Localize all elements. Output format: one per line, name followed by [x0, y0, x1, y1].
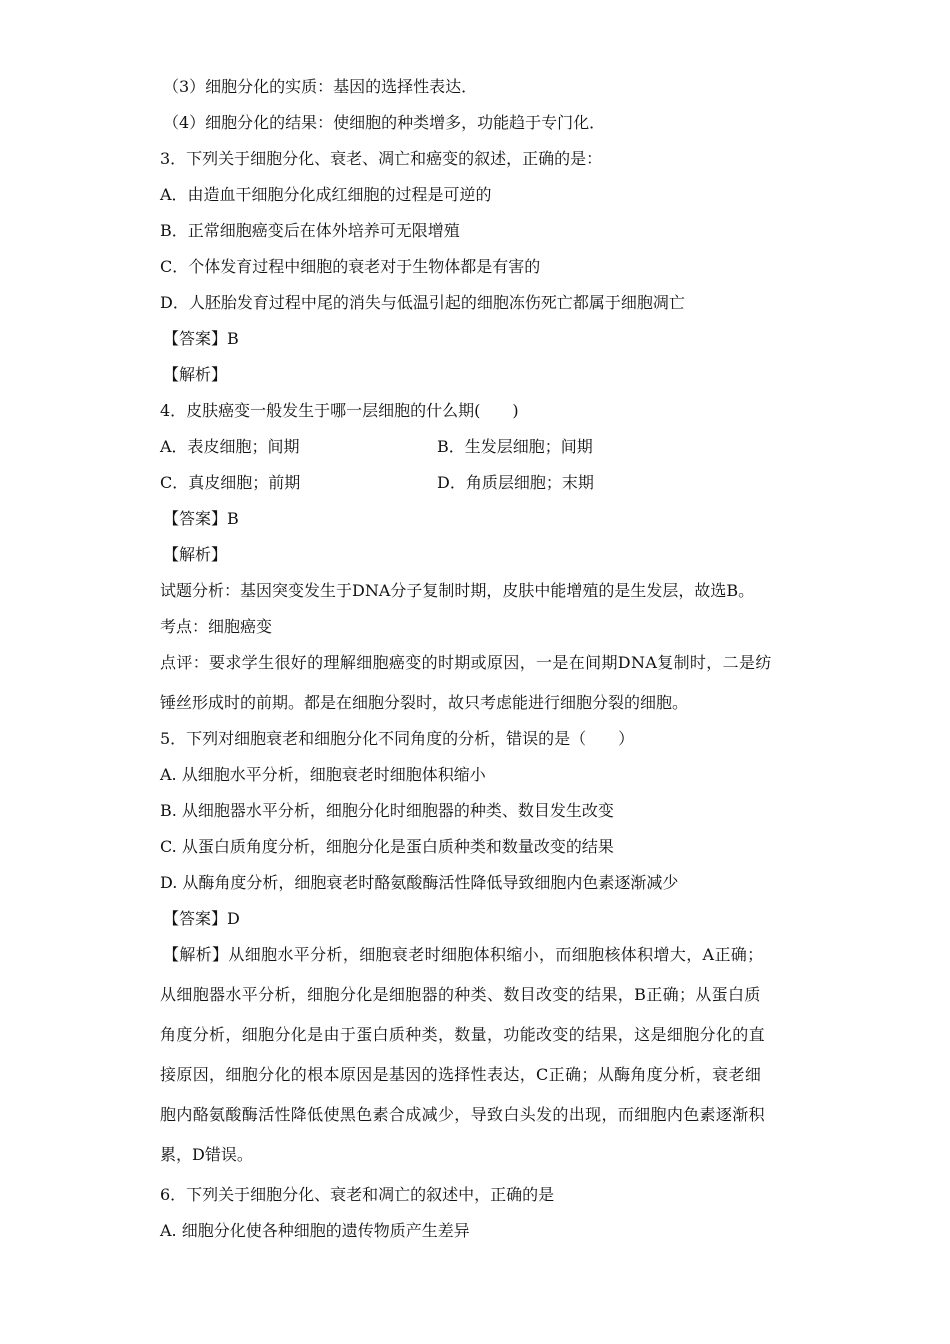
option-d: D．人胚胎发育过程中尾的消失与低温引起的细胞冻伤死亡都属于细胞凋亡 — [160, 293, 685, 312]
answer-label: 【答案】D — [163, 909, 240, 928]
option-d: D. 从酶角度分析，细胞衰老时酪氨酸酶活性降低导致细胞内色素逐渐减少 — [160, 873, 679, 892]
question-5-stem: 5．下列对细胞衰老和细胞分化不同角度的分析，错误的是（ ） — [160, 729, 635, 748]
comment-text: 锤丝形成时的前期。都是在细胞分裂时，故只考虑能进行细胞分裂的细胞。 — [160, 693, 689, 712]
option-b: B. 从细胞器水平分析，细胞分化时细胞器的种类、数目发生改变 — [160, 801, 614, 820]
key-point: 考点：细胞癌变 — [160, 617, 273, 636]
analysis-text: 接原因，细胞分化的根本原因是基因的选择性表达，C正确；从酶角度分析，衰老细 — [160, 1065, 762, 1084]
option-c: C．个体发育过程中细胞的衰老对于生物体都是有害的 — [160, 257, 541, 276]
analysis-label: 【解析】 — [163, 365, 228, 384]
analysis-text: 试题分析：基因突变发生于DNA分子复制时期，皮肤中能增殖的是生发层，故选B。 — [160, 581, 755, 600]
analysis-text: 角度分析，细胞分化是由于蛋白质种类，数量，功能改变的结果，这是细胞分化的直 — [160, 1025, 765, 1044]
text-line: （3）细胞分化的实质：基因的选择性表达． — [163, 77, 478, 96]
question-6-stem: 6．下列关于细胞分化、衰老和凋亡的叙述中，正确的是 — [160, 1185, 555, 1204]
analysis-text: 【解析】从细胞水平分析，细胞衰老时细胞体积缩小，而细胞核体积增大，A正确； — [163, 945, 764, 964]
option-a: A．由造血干细胞分化成红细胞的过程是可逆的 — [160, 185, 492, 204]
question-4-stem: 4．皮肤癌变一般发生于哪一层细胞的什么期( ) — [160, 401, 519, 420]
option-a: A．表皮细胞；间期 — [160, 437, 300, 456]
option-a: A. 从细胞水平分析，细胞衰老时细胞体积缩小 — [160, 765, 486, 784]
answer-label: 【答案】B — [163, 509, 239, 528]
question-3-stem: 3．下列关于细胞分化、衰老、凋亡和癌变的叙述，正确的是： — [160, 149, 603, 168]
option-b: B．生发层细胞；间期 — [437, 437, 593, 456]
analysis-text: 胞内酪氨酸酶活性降低使黑色素合成减少，导致白头发的出现，而细胞内色素逐渐积 — [160, 1105, 765, 1124]
option-d: D．角质层细胞；末期 — [437, 473, 594, 492]
option-b: B．正常细胞癌变后在体外培养可无限增殖 — [160, 221, 460, 240]
option-a: A. 细胞分化使各种细胞的遗传物质产生差异 — [160, 1221, 470, 1240]
comment-text: 点评：要求学生很好的理解细胞癌变的时期或原因，一是在间期DNA复制时，二是纺 — [160, 653, 772, 672]
option-c: C. 从蛋白质角度分析，细胞分化是蛋白质种类和数量改变的结果 — [160, 837, 614, 856]
analysis-text: 累，D错误。 — [160, 1145, 253, 1164]
option-row — [160, 436, 800, 458]
analysis-label: 【解析】 — [163, 545, 228, 564]
analysis-text: 从细胞器水平分析，细胞分化是细胞器的种类、数目改变的结果，B正确；从蛋白质 — [160, 985, 761, 1004]
option-row — [160, 472, 800, 494]
text-line: （4）细胞分化的结果：使细胞的种类增多，功能趋于专门化． — [163, 113, 606, 132]
option-c: C．真皮细胞；前期 — [160, 473, 301, 492]
answer-label: 【答案】B — [163, 329, 239, 348]
